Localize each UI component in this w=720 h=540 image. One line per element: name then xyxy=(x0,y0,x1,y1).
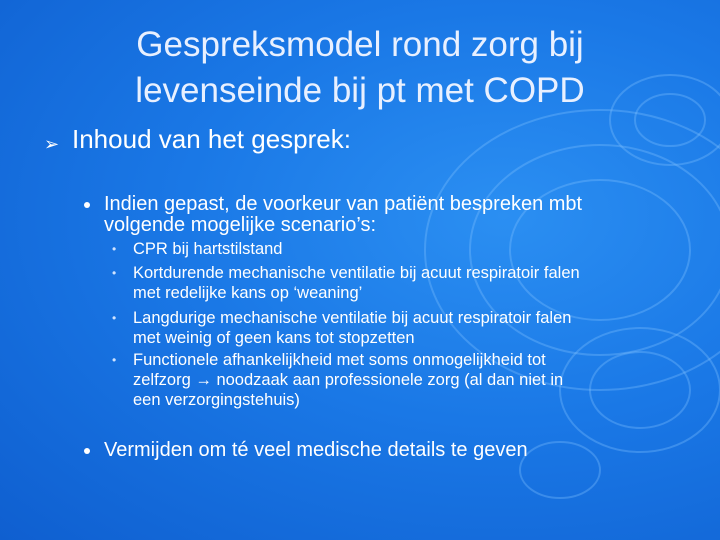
scenario-line: een verzorgingstehuis) xyxy=(133,391,300,409)
scenario-line: CPR bij hartstilstand xyxy=(133,240,283,258)
scenario-line: Functionele afhankelijkheid met soms onmogelijkheid tot xyxy=(133,351,546,369)
scenario-line: met redelijke kans op ‘weaning’ xyxy=(133,284,363,302)
scenario-line: met weinig of geen kans tot stopzetten xyxy=(133,329,415,347)
scenario-line: zelfzorg → noodzaak aan professionele zorg (al dan niet in xyxy=(133,371,564,389)
sub-bullet-line: Vermijden om té veel medische details te geven xyxy=(104,439,528,461)
small-dot-bullet-icon: • xyxy=(112,311,117,325)
scenario-line: Kortdurende mechanische ventilatie bij acuut respiratoir falen xyxy=(133,264,580,282)
scenario-line: Langdurige mechanische ventilatie bij acuut respiratoir falen xyxy=(133,309,572,327)
arrow-bullet-icon: ➢ xyxy=(44,134,60,154)
slide-title xyxy=(60,22,660,114)
main-bullet-text: Inhoud van het gesprek: xyxy=(72,124,351,154)
dot-bullet-icon xyxy=(84,202,90,208)
small-dot-bullet-icon: • xyxy=(112,266,117,280)
title-line-1: Gespreksmodel rond zorg bij xyxy=(136,25,584,64)
title-line-2: levenseinde bij pt met COPD xyxy=(135,71,585,110)
sub-bullet-line-1: Indien gepast, de voorkeur van patiënt bespreken mbt xyxy=(104,193,583,215)
sub-bullet-line-2: volgende mogelijke scenario’s: xyxy=(104,214,377,236)
small-dot-bullet-icon: • xyxy=(112,353,117,367)
dot-bullet-icon xyxy=(84,448,90,454)
small-dot-bullet-icon: • xyxy=(112,242,117,256)
